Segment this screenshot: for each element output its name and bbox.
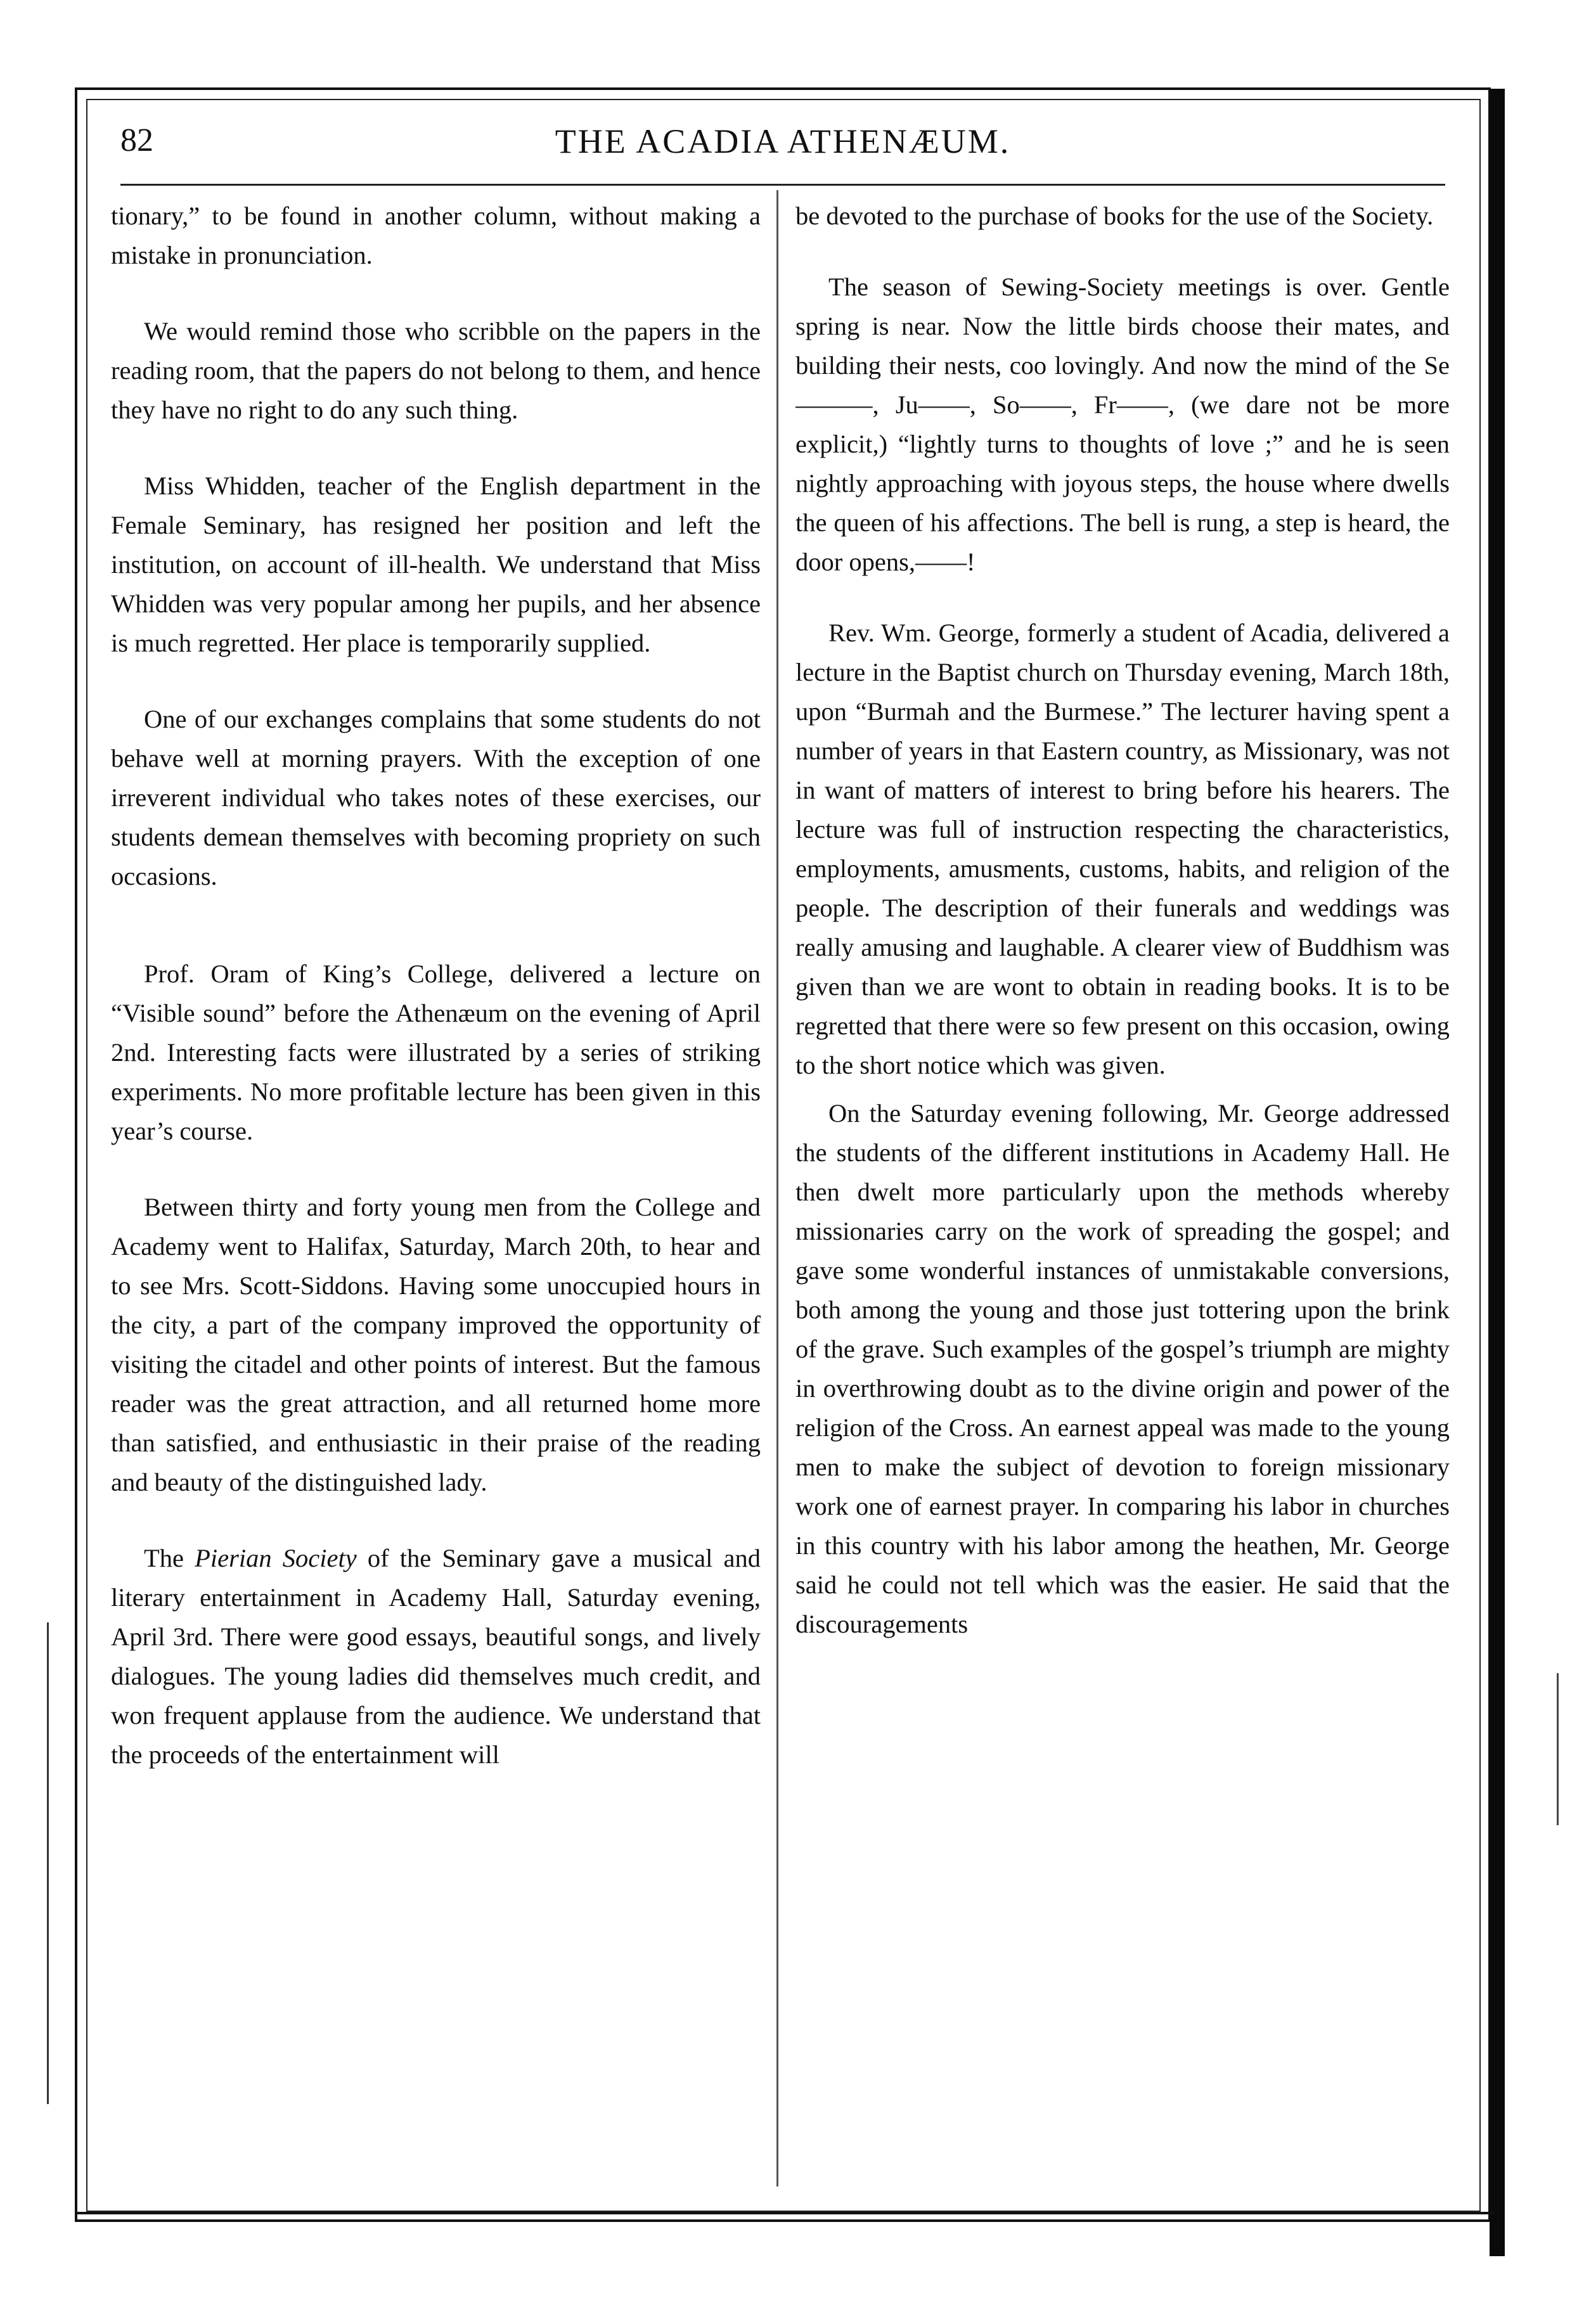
paragraph-halifax-trip: Between thirty and forty young men from the College and Academy went to Halifax, Saturday, March 20th, to hear and to see Mrs. Scott-Siddons. Having some unoccupied hours in the city, a part of the company improved the opportunity of visiting the citadel and other points of interest. But the famous reader was the great attraction, and all returned home more than satisfied, and enthusiastic in their praise of the reading and beauty of the distinguished lady. — [111, 1193, 761, 1496]
header-rule — [120, 184, 1445, 186]
paragraph-reading-room: We would remind those who scribble on the papers in the reading room, that the papers do not belong to them, and hence they have no right to do any such thing. — [111, 317, 761, 424]
column-divider — [776, 190, 778, 2186]
paragraph-prof-oram: Prof. Oram of King’s College, delivered a lecture on “Visible sound” before the Athenæum on the evening of April 2nd. Interesting facts were illustrated by a series of striking experiments. No more profitable lecture has been given in this year’s course. — [111, 960, 761, 1145]
bottom-rule — [75, 2212, 1495, 2214]
paragraph-miss-whidden: Miss Whidden, teacher of the English department in the Female Seminary, has resigned her position and left the institution, on account of ill-health. We understand that Miss Whidden was very popular among her pupils, and her absence is much regretted. Her place is temporarily supplied. — [111, 472, 761, 657]
margin-rule-right — [1557, 1673, 1559, 1825]
pierian-lead: The — [144, 1544, 195, 1572]
paragraph-continued: tionary,” to be found in another column, without making a mistake in pronunciation. — [111, 202, 761, 269]
running-header — [120, 114, 1445, 171]
paragraph-sewing-society: The season of Sewing-Society meetings is over. Gentle spring is near. Now the little birds choose their mates, and building their nests, coo lovingly. And now the mind of the Se———, Ju——, So——, Fr——, (we dare not be more explicit,) “lightly turns to thoughts of love ;” and he is seen nightly approaching with joyous steps, the house where dwells the queen of his affections. The bell is rung, a step is heard, the door opens,——! — [795, 273, 1450, 576]
paragraph-rev-george-lecture: Rev. Wm. George, formerly a student of Acadia, delivered a lecture in the Baptist church on Thursday evening, March 18th, upon “Burmah and the Burmese.” The lecturer having spent a number of years in that Eastern country, as Missionary, was not in want of matters of interest to bring before his hearers. The lecture was full of instruction respecting the characteristics, employments, amusments, customs, habits, and religion of the people. The description of their funerals and weddings was really amusing and laughable. A clearer view of Buddhism was given than we are wont to obtain in reading books. It is to be regretted that there were so few present on this occasion, owing to the short notice which was given. — [795, 619, 1450, 1079]
pierian-society-name: Pierian Society — [195, 1544, 357, 1572]
right-column — [795, 196, 1450, 2196]
page-number: 82 — [120, 122, 153, 158]
binding-edge-shadow — [1490, 89, 1505, 2256]
margin-rule-left — [47, 1622, 49, 2104]
left-column — [111, 196, 761, 2196]
journal-title: THE ACADIA ATHENÆUM. — [555, 122, 1011, 160]
paragraph-morning-prayers: One of our exchanges complains that some students do not behave well at morning prayers. With the exception of one irreverent individual who takes notes of these exercises, our students demean themselves with becoming propriety on such occasions. — [111, 705, 761, 890]
paragraph-continued: be devoted to the purchase of books for the use of the Society. — [795, 202, 1434, 230]
pierian-rest: of the Seminary gave a musical and literary entertainment in Academy Hall, Saturday evening, April 3rd. There were good essays, beautiful songs, and lively dialogues. The young ladies did themselves much credit, and won frequent applause from the audience. We understand that the proceeds of the entertainment will — [111, 1544, 761, 1769]
paragraph-pierian-society — [111, 1539, 761, 1775]
paragraph-george-address: On the Saturday evening following, Mr. George addressed the students of the different institutions in Academy Hall. He then dwelt more particularly upon the methods whereby missionaries carry on the work of spreading the gospel; and gave some wonderful instances of unmistakable conversions, both among the young and those just tottering upon the brink of the grave. Such examples of the gospel’s triumph are mighty in overthrowing doubt as to the divine origin and power of the religion of the Cross. An earnest appeal was made to the young men to make the subject of devotion to foreign missionary work one of earnest prayer. In comparing his labor in churches in this country with his labor among the heathen, Mr. George said he could not tell which was the easier. He said that the discouragements — [795, 1099, 1450, 1638]
